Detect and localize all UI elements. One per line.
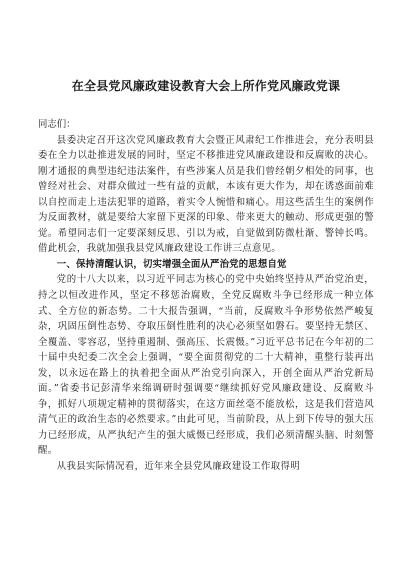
body-paragraph-section1-1: 党的十八大以来，以习近平同志为核心的党中央始终坚持从严治党治吏，持之以恒改进作风，坚定不移惩治腐败，全党反腐败斗争已经形成一种立体式、全方位的新态势。二十大报告强调，“当前，反腐败斗争形势依然严峻复杂，巩固压倒性态势、夺取压倒性胜利的决心必须坚如磐石。要坚持无禁区、全覆盖、零容忍，坚持重遏制、强高压、长震慑。”习近平总书记在今年初的二十届中央纪委二次全会上强调，“要全面贯彻党的二十大精神，重整行装再出发，以永远在路上的执着把全面从严治党引向深入，开创全面从严治党新局面。”省委书记彭清华来绵调研时强调要“继续抓好党风廉政建设、反腐败斗争，抓好八项规定精神的贯彻落实，在这方面丝毫不能放松，这是我们营造风清气正的政治生态的必然要求。”由此可见，当前阶段，从上到下传导的强大压力已经形成，从严执纪产生的强大威慑已经形成，我们必须清醒头脑、时刻警醒。 xyxy=(38,274,374,457)
body-paragraph-section1-2: 从我县实际情况看，近年来全县党风廉政建设工作取得明 xyxy=(56,460,300,472)
body-paragraph-intro: 县委决定召开这次党风廉政教育大会暨正风肃纪工作推进会，充分表明县委在全力以赴推进发展的同时，坚定不移推进党风廉政建设和反腐败的决心。刚才通报的典型违纪违法案件，有些涉案人员是我们曾经朝夕相处的同事，也曾经对社会、对群众做过一些有益的贡献，本该有更大作为，却在诱惑面前难以自控而走上违法犯罪的道路，着实令人惋惜和痛心。用这些活生生的案例作为反面教材，就是要给大家留下更深的印象、带来更大的触动、形成更强的警觉。希望同志们一定要深刻反思、引以为戒，自觉做到防微杜渐、警钟长鸣。借此机会，我就加强我县党风廉政建设工作讲三点意见。 xyxy=(38,134,374,255)
salutation: 同志们： xyxy=(38,119,76,130)
document-page xyxy=(38,78,374,475)
document-title: 在全县党风廉政建设教育大会上所作党风廉政党课 xyxy=(71,79,341,93)
section-heading-1: 一、保持清醒认识，切实增强全面从严治党的思想自觉 xyxy=(56,258,287,270)
